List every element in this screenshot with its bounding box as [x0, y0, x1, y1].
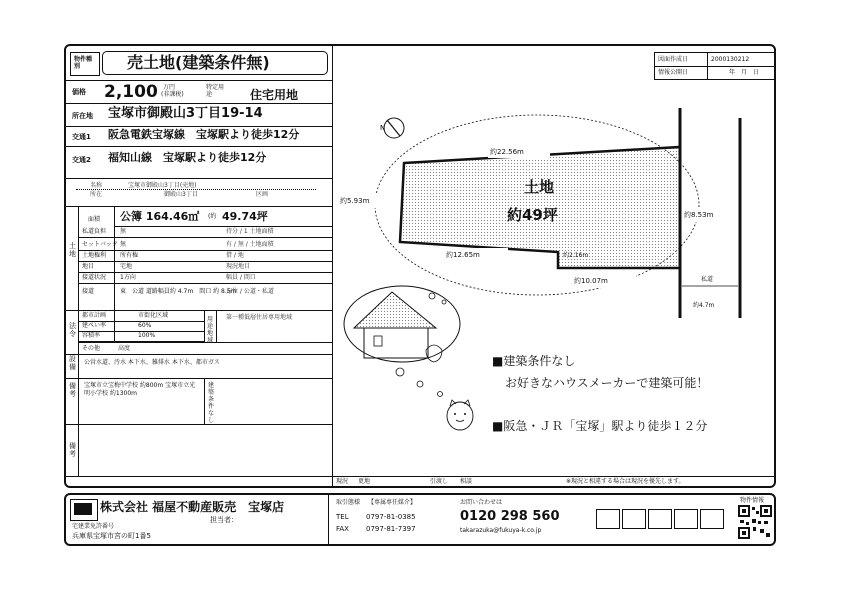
footer — [64, 493, 776, 546]
category-box — [70, 52, 100, 76]
stamp-label1: 図面作成日 — [658, 56, 689, 63]
qr-label: 物件情報 — [740, 497, 765, 504]
divider — [78, 378, 79, 424]
land-row-label: セットバック — [82, 241, 118, 248]
price-value: 2,100 — [104, 82, 158, 102]
promo-line2: お好きなハウスメーカーで建築可能！ — [505, 376, 709, 390]
land-row-label: 地目 — [82, 263, 95, 270]
divider — [76, 189, 316, 190]
company-address: 兵庫県宝塚市宮の町1番5 — [72, 532, 151, 540]
land-row-value: 無 — [120, 228, 127, 235]
map-land-label: 土地 — [524, 178, 555, 196]
category-label: 物件種別 — [74, 56, 93, 70]
land-row-extra: 方位 / 公道・私道 — [226, 288, 274, 295]
page-title: 売土地(建築条件無) — [127, 53, 270, 72]
notes-value: 宝塚市立宝梅中学校 約800m 宝塚市立光明小学校 約1300m — [84, 382, 196, 397]
price-special-label: 特定用途 — [206, 84, 225, 98]
land-row-value: 1方向 — [120, 274, 136, 281]
divider — [78, 206, 79, 310]
divider — [66, 310, 332, 311]
other-value: 高度 — [118, 345, 131, 352]
divider — [78, 310, 79, 354]
traffic1-label: 交通1 — [72, 133, 91, 141]
divider — [78, 283, 332, 284]
address-label: 所在地 — [72, 112, 93, 120]
contact-person: 担当者： — [210, 516, 238, 524]
map-road-label: 私道 — [701, 276, 714, 283]
stamp-label2: 情報公開日 — [658, 69, 689, 76]
tel-value: 0797-81-0385 — [366, 513, 416, 521]
land-row-extra: 現況地目 — [226, 263, 251, 270]
divider — [66, 103, 332, 104]
divider — [78, 424, 79, 476]
notes-side-label: 備考 — [69, 382, 76, 398]
disclaimer: ※現況と相違する場合は現況を優先します。 — [566, 478, 685, 485]
law-row-label: 都市計画 — [82, 312, 107, 319]
law-side-label: 法令 — [69, 322, 76, 338]
divider — [66, 378, 332, 379]
law-row-value: 市街化区域 — [138, 312, 169, 319]
divider — [66, 424, 332, 425]
land-row-label: 土地権利 — [82, 252, 107, 259]
price-label: 価格 — [72, 88, 86, 96]
trade-type-label: 取引態様 — [336, 499, 361, 506]
area-tsubo-prefix: (約 — [208, 213, 217, 220]
law-row-label: 容積率 — [82, 332, 101, 339]
price-unit: 万円 — [163, 84, 176, 91]
divider — [114, 310, 115, 342]
land-row-label: 接道 — [82, 288, 95, 295]
area-official: 公簿 164.46㎡ — [120, 210, 200, 223]
stamp-date1: 2000130212 — [711, 56, 750, 63]
law-row-value: 100% — [138, 332, 156, 339]
price-tax: (非課税) — [161, 91, 184, 98]
map-left-dim: 約5.93m — [340, 197, 370, 205]
delivery-label: 引渡し — [430, 478, 449, 485]
stamp-date2: 年 月 日 — [729, 69, 760, 76]
stamp-cells — [596, 509, 726, 529]
meta-row2-label: 所在 — [90, 191, 103, 198]
divider — [66, 178, 332, 179]
area-tsubo: 49.74坪 — [222, 210, 268, 223]
remarks-side-label: 備考 — [69, 442, 76, 458]
notes-extra: 建築条件なし — [208, 382, 215, 424]
north-compass-icon — [380, 118, 404, 138]
freedial-number[interactable]: 0120 298 560 — [460, 509, 560, 524]
map-bottom-step-dim: 約2.16m — [563, 252, 589, 259]
status-label: 現況 — [336, 478, 349, 485]
divider — [655, 66, 775, 67]
divider — [66, 126, 332, 127]
divider — [66, 206, 332, 207]
house-illustration — [338, 280, 478, 440]
divider — [66, 146, 332, 147]
facilities-side-label: 設備 — [69, 355, 76, 371]
traffic1-value: 阪急電鉄宝塚線 宝塚駅より徒歩12分 — [108, 128, 300, 141]
status-value: 更地 — [358, 478, 371, 485]
meta-row1-value: 宝塚市御殿山3丁目(売地) — [128, 182, 197, 189]
divider — [78, 237, 332, 238]
land-row-label: 接道状況 — [82, 274, 107, 281]
fax-label: FAX — [336, 525, 349, 533]
tel-label: TEL — [336, 513, 349, 521]
company-name: 株式会社 福屋不動産販売 宝塚店 — [100, 500, 285, 514]
land-use-value: 住宅用地 — [250, 88, 299, 102]
divider — [204, 378, 205, 424]
land-row-extra: 有 / 無 / 土地面積 — [226, 241, 274, 248]
land-row-value: 所有権 — [120, 252, 139, 259]
meta-row2-right: 区画 — [256, 191, 269, 198]
traffic2-label: 交通2 — [72, 156, 91, 164]
map-bottom-right-dim: 約10.07m — [574, 277, 608, 285]
area-label: 面積 — [88, 216, 101, 223]
divider — [114, 206, 115, 310]
divider — [66, 476, 774, 477]
land-side-label: 土地 — [69, 242, 76, 258]
divider — [216, 310, 217, 342]
license-number: 宅建業免許番号 — [72, 523, 115, 530]
divider — [204, 310, 205, 342]
law-row-value: 60% — [138, 322, 152, 329]
meta-row1-label: 名称 — [90, 182, 103, 189]
other-label: その他 — [82, 345, 101, 352]
promo-line3: ■阪急・ＪＲ「宝塚」駅より徒歩１２分 — [492, 419, 708, 433]
facilities-value: 公営水道、汚水 本下水、雑排水 本下水、都市ガス — [84, 359, 220, 366]
company-logo-icon — [70, 499, 98, 521]
zoning-value: 第一種低層住居専用地域 — [226, 314, 293, 321]
divider — [78, 250, 332, 251]
trade-type-value: 【専属専任媒介】 — [368, 499, 417, 506]
map-bottom-left-dim: 約12.65m — [446, 251, 480, 259]
delivery-value: 相談 — [460, 478, 473, 485]
divider — [78, 272, 332, 273]
divider — [66, 354, 332, 355]
date-stamp — [654, 52, 776, 80]
map-right-dim: 約8.53m — [684, 211, 714, 219]
zoning-label: 用途地域 — [207, 316, 214, 344]
divider — [78, 342, 332, 343]
title-box — [102, 51, 328, 75]
qr-code-icon[interactable] — [738, 505, 772, 539]
divider — [78, 354, 79, 378]
north-label: N — [380, 124, 386, 132]
divider — [328, 495, 329, 544]
divider — [114, 226, 332, 227]
land-row-extra: 幅員 / 間口 — [226, 274, 256, 281]
email-address[interactable]: takarazuka@fukuya-k.co.jp — [460, 527, 542, 534]
land-row-label: 私道負担 — [82, 228, 107, 235]
meta-row2-value: 御殿山3丁目 — [164, 191, 198, 198]
address-value: 宝塚市御殿山3丁目19-14 — [108, 106, 263, 121]
map-top-dim: 約22.56m — [490, 148, 524, 156]
divider — [78, 261, 332, 262]
traffic2-value: 福知山線 宝塚駅より徒歩12分 — [108, 151, 267, 164]
land-row-extra: 借 / 地 — [226, 252, 244, 259]
law-row-label: 建ぺい率 — [82, 322, 107, 329]
map-road-width: 約4.7m — [693, 302, 715, 309]
land-row-value: 宅地 — [120, 263, 133, 270]
land-row-value: 無 — [120, 241, 127, 248]
land-row-value: 東 公道 道路幅員約 4.7m 間口 約 8.5m — [120, 288, 237, 295]
promo-line1: ■建築条件なし — [492, 354, 576, 368]
map-land-area: 約49坪 — [507, 206, 558, 224]
divider — [66, 80, 332, 81]
inquiry-label: お問い合わせは — [460, 499, 503, 506]
fax-value: 0797-81-7397 — [366, 525, 416, 533]
land-row-extra: 持分 / 1 土地面積 — [226, 228, 274, 235]
